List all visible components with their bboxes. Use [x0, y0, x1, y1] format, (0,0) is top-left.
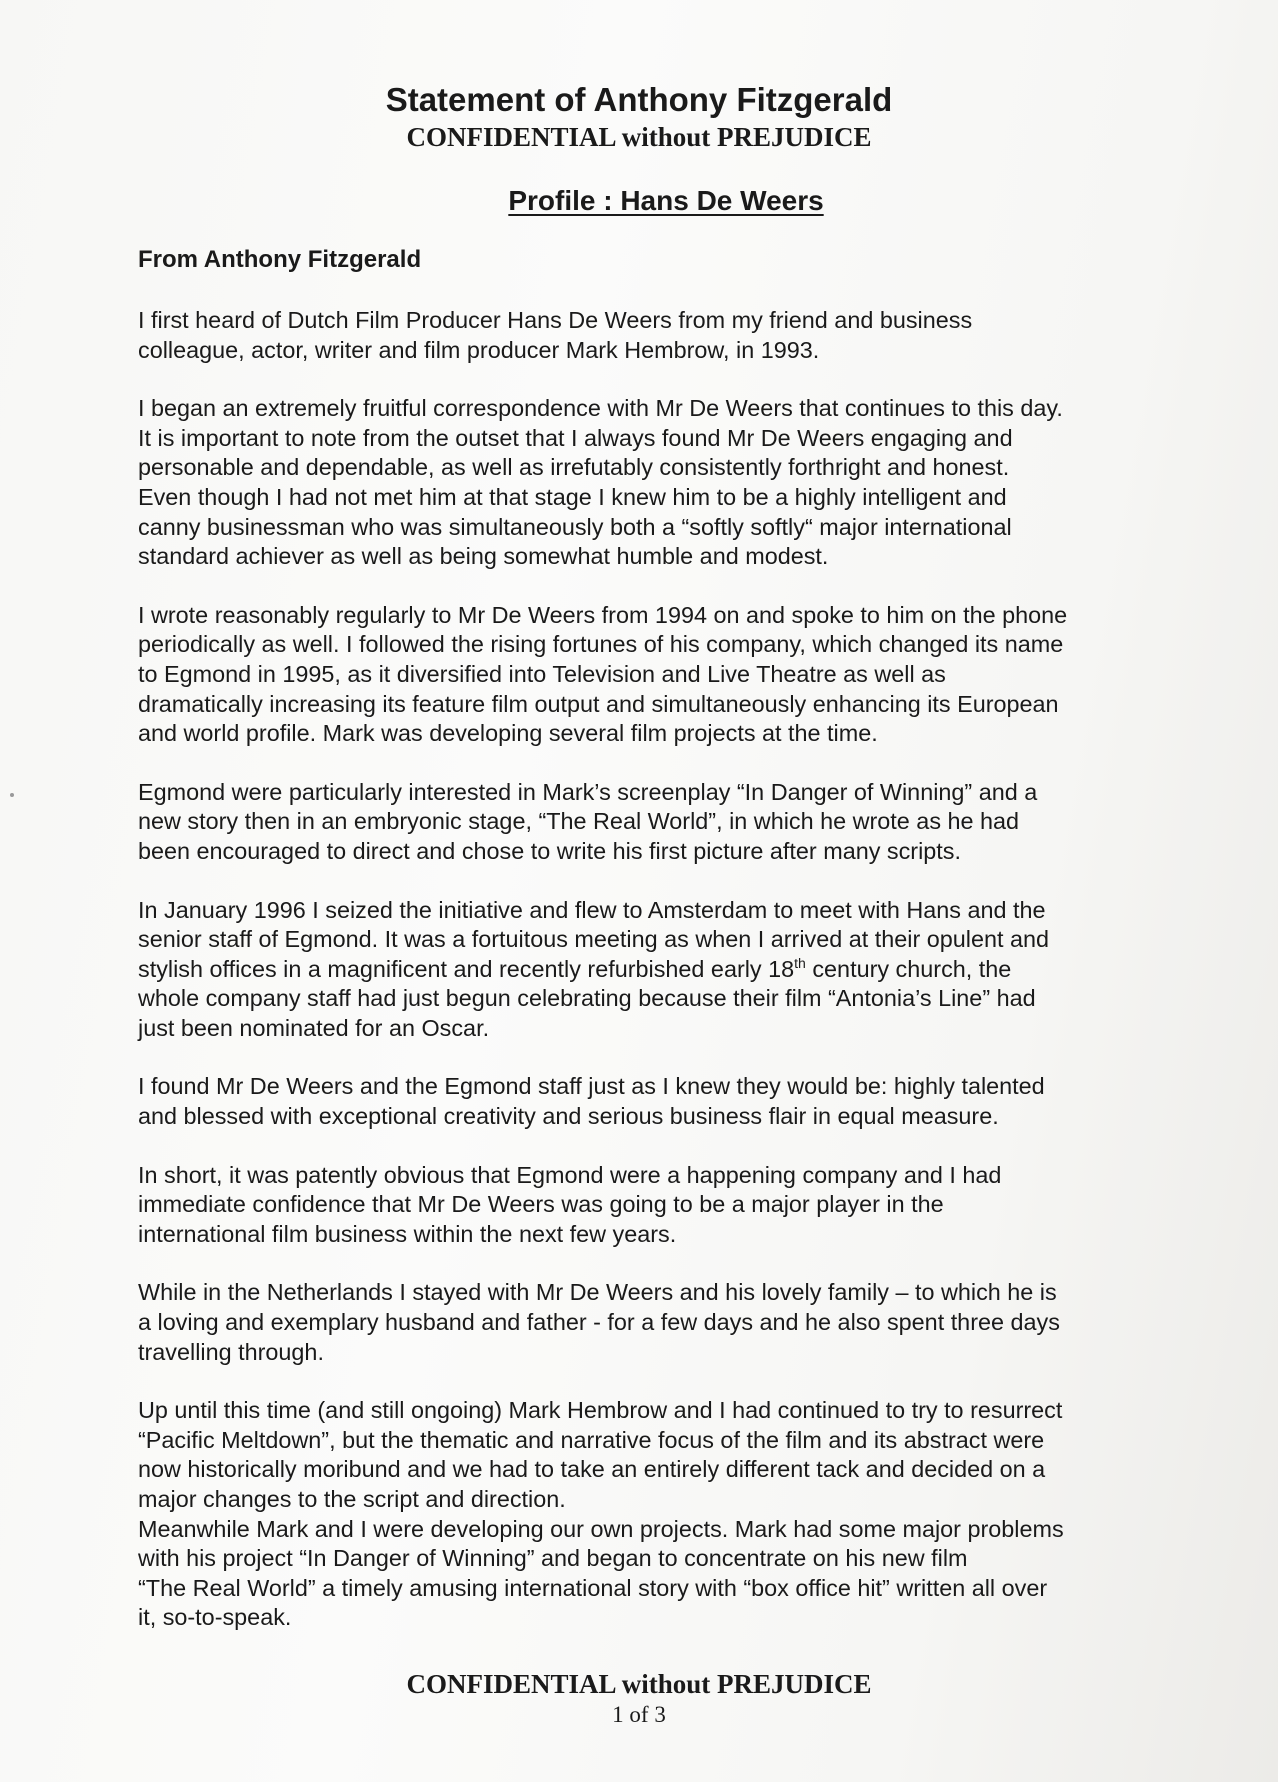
paragraph [138, 1278, 1188, 1367]
text-line: I found Mr De Weers and the Egmond staff just as I knew they would be: highly talented [138, 1073, 1045, 1100]
text-line: Up until this time (and still ongoing) Mark Hembrow and I had continued to try to resurrect [138, 1397, 1063, 1424]
text-line: and blessed with exceptional creativity and serious business flair in equal measure. [138, 1103, 999, 1130]
text-line: with his project “In Danger of Winning” and began to concentrate on his new film [138, 1545, 968, 1572]
text-line: international film business within the next few years. [138, 1220, 677, 1247]
text-line: it, so-to-speak. [138, 1604, 292, 1631]
paragraph [138, 1161, 1188, 1250]
statement-body [138, 306, 1188, 1633]
text-line: immediate confidence that Mr De Weers was going to be a major player in the [138, 1191, 944, 1218]
text-line: I wrote reasonably regularly to Mr De Weers from 1994 on and spoke to him on the phone [138, 601, 1068, 628]
text-fragment: century church, the [805, 955, 1012, 982]
text-line: personable and dependable, as well as irrefutably consistently forthright and honest. [138, 454, 1010, 481]
text-line: now historically moribund and we had to take an entirely different tack and decided on a [138, 1456, 1046, 1483]
from-line: From Anthony Fitzgerald [138, 246, 422, 273]
confidential-header: CONFIDENTIAL without PREJUDICE [406, 122, 872, 152]
document-title: Statement of Anthony Fitzgerald [385, 81, 893, 118]
text-line: whole company staff had just begun celebrating because their film “Antonia’s Line” had [138, 985, 1036, 1012]
text-line: I began an extremely fruitful correspondence with Mr De Weers that continues to this day. [138, 395, 1063, 422]
text-line: “Pacific Meltdown”, but the thematic and narrative focus of the film and its abstract were [138, 1426, 1045, 1453]
paragraph [138, 306, 1188, 365]
paragraph [138, 1515, 1188, 1633]
paragraph-1996 [138, 896, 1188, 1044]
page-number: 1 of 3 [612, 1702, 666, 1727]
text-line: dramatically increasing its feature film output and simultaneously enhancing its European [138, 690, 1059, 717]
paragraph [138, 778, 1188, 867]
text-line: a loving and exemplary husband and father - for a few days and he also spent three days [138, 1309, 1060, 1336]
paragraph [138, 394, 1188, 572]
text-line: In short, it was patently obvious that Egmond were a happening company and I had [138, 1161, 1002, 1188]
text-line: travelling through. [138, 1338, 324, 1365]
text-line: It is important to note from the outset that I always found Mr De Weers engaging and [138, 424, 1013, 451]
text-line: periodically as well. I followed the rising fortunes of his company, which changed its name [138, 631, 1064, 658]
ordinal-superscript: th [794, 954, 806, 971]
text-line: major changes to the script and direction. [138, 1486, 566, 1512]
paragraph [138, 1396, 1188, 1514]
confidential-footer: CONFIDENTIAL without PREJUDICE [406, 1669, 872, 1699]
text-line: been encouraged to direct and chose to write his first picture after many scripts. [138, 837, 961, 864]
paper-speck [10, 793, 14, 797]
text-line: senior staff of Egmond. It was a fortuitous meeting as when I arrived at their opulent and [138, 926, 1050, 953]
text-line: While in the Netherlands I stayed with Mr De Weers and his lovely family – to which he is [138, 1279, 1057, 1306]
text-line: I first heard of Dutch Film Producer Hans De Weers from my friend and business [138, 307, 973, 333]
text-line: Even though I had not met him at that stage I knew him to be a highly intelligent and [138, 483, 1007, 510]
text-line: Meanwhile Mark and I were developing our own projects. Mark had some major problems [138, 1515, 1064, 1542]
text-fragment: stylish offices in a magnificent and recently refurbished early 18 [138, 955, 795, 982]
text-line: to Egmond in 1995, as it diversified into Television and Live Theatre as well as [138, 660, 946, 687]
text-line: standard achiever as well as being somewhat humble and modest. [138, 543, 829, 570]
text-line: Egmond were particularly interested in Mark’s screenplay “In Danger of Winning” and a [138, 778, 1038, 805]
text-line: canny businessman who was simultaneously both a “softly softly“ major international [138, 513, 1012, 540]
paragraph [138, 601, 1188, 749]
text-line: In January 1996 I seized the initiative and flew to Amsterdam to meet with Hans and the [138, 896, 1046, 923]
text-line: “The Real World” a timely amusing international story with “box office hit” written all over [138, 1574, 1048, 1601]
paragraph [138, 1072, 1188, 1131]
profile-heading: Profile : Hans De Weers [508, 185, 824, 216]
text-line: just been nominated for an Oscar. [138, 1014, 490, 1041]
text-line: colleague, actor, writer and film producer Mark Hembrow, in 1993. [138, 336, 820, 363]
text-line: and world profile. Mark was developing several film projects at the time. [138, 720, 878, 747]
text-line: new story then in an embryonic stage, “The Real World”, in which he wrote as he had [138, 808, 1020, 835]
text-line [138, 955, 1188, 985]
